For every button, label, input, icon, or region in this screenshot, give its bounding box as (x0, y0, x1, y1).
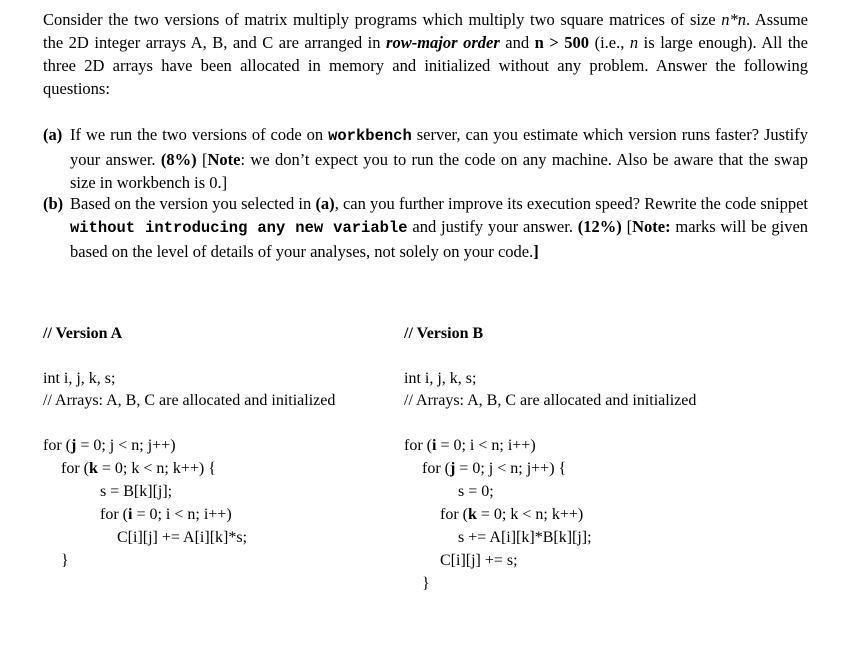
question-b (43, 192, 808, 263)
note-label: Note (207, 150, 241, 169)
bracket-close: ] (533, 242, 539, 261)
code-line: s += A[i][k]*B[k][j]; (458, 529, 592, 546)
row-major-term: row-major order (386, 33, 500, 52)
code-line: int i, j, k, s; (43, 370, 116, 387)
constraint-text: without introducing any new variable (70, 219, 408, 237)
marks-b: (12%) (577, 217, 622, 236)
intro-text: . Assume the 2D integer arrays A, B, and C are arranged in (43, 10, 808, 52)
question-text: [ (621, 217, 633, 236)
ref-a: (a) (315, 194, 335, 213)
question-text: : we don’t expect you to run the code on any machine. Also be aware that the swap size in workbench is 0.] (70, 150, 808, 192)
code-line: s = 0; (458, 483, 494, 500)
code-line: for (i = 0; i < n; i++) (100, 506, 232, 523)
version-b-header: // Version B (404, 325, 484, 342)
question-text: [ (196, 150, 208, 169)
question-text: , can you further improve its execution speed? Rewrite the code snippet (334, 194, 808, 213)
code-comment: // Arrays: A, B, C are allocated and initialized (404, 392, 697, 409)
intro-paragraph (43, 8, 808, 100)
intro-text: and (499, 33, 535, 52)
server-name: workbench (328, 127, 412, 145)
n-condition: n > 500 (534, 33, 590, 52)
intro-text: Consider the two versions of matrix multiply programs which multiply two square matrices of size (43, 10, 722, 29)
code-brace: } (61, 552, 69, 569)
note-label: Note: (632, 217, 671, 236)
marks-a: (8%) (160, 150, 197, 169)
question-text: and justify your answer. (407, 217, 578, 236)
version-a-header: // Version A (43, 325, 123, 342)
question-text: Based on the version you selected in (70, 194, 316, 213)
code-comment: // Arrays: A, B, C are allocated and initialized (43, 392, 336, 409)
intro-text: is large enough). All the three 2D arrays have been allocated in memory and initialized without any problem. Answer the following questions: (43, 33, 808, 98)
code-line: int i, j, k, s; (404, 370, 477, 387)
code-line: C[i][j] += A[i][k]*s; (117, 529, 248, 546)
code-line: s = B[k][j]; (100, 483, 173, 500)
code-line: for (j = 0; j < n; j++) (43, 437, 176, 454)
question-text: If we run the two versions of code on (70, 125, 329, 144)
code-line: for (j = 0; j < n; j++) { (422, 460, 567, 477)
code-line: C[i][j] += s; (440, 552, 518, 569)
question-a-label: (a) (43, 125, 63, 144)
intro-text: (i.e., (589, 33, 630, 52)
n-variable: n (629, 33, 639, 52)
code-line: for (k = 0; k < n; k++) { (61, 460, 216, 477)
code-line: for (i = 0; i < n; i++) (404, 437, 536, 454)
code-line: for (k = 0; k < n; k++) (440, 506, 584, 523)
question-text: server, can you estimate which version runs faster? Justify your answer. (70, 125, 808, 169)
question-a (43, 123, 808, 194)
code-brace: } (422, 575, 430, 592)
question-b-label: (b) (43, 194, 64, 213)
question-text: marks will be given based on the level of details of your analyses, not solely on your code. (70, 217, 809, 261)
matrix-size: n*n (721, 10, 746, 29)
